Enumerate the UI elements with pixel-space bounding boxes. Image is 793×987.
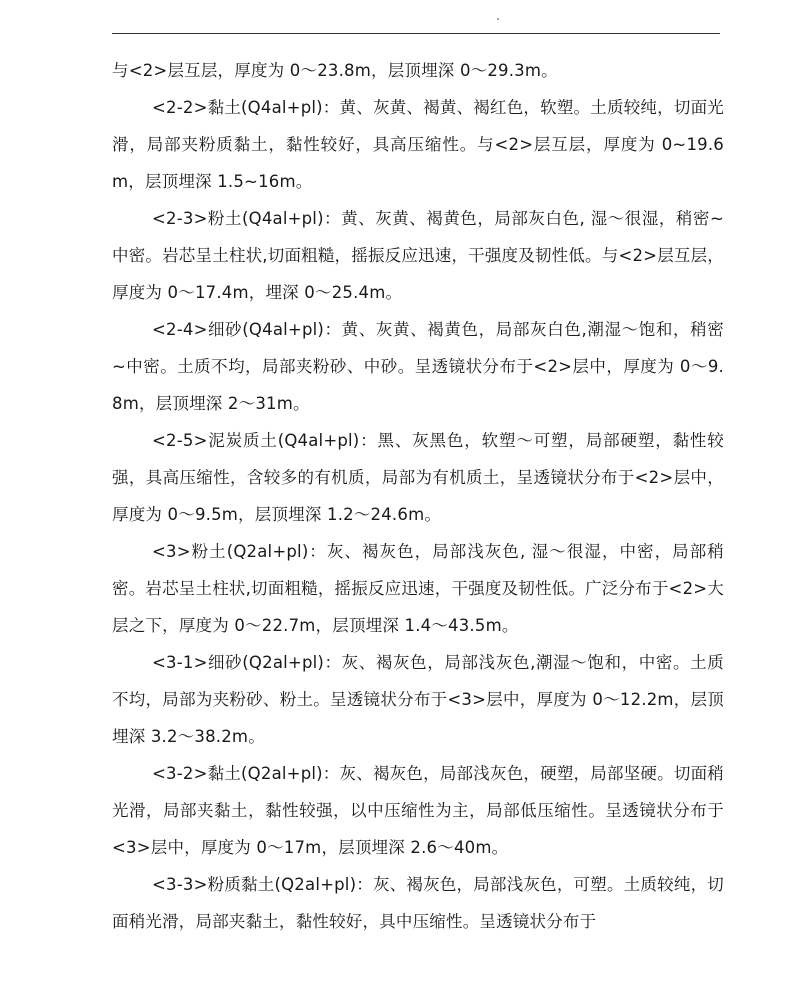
paragraph-3-2-clay: <3-2>黏土(Q2al+pl)：灰、褐灰色，局部浅灰色，硬塑，局部坚硬。切面稍光滑，局部夹黏土，黏性较强，以中压缩性为主，局部低压缩性。呈透镜状分布于<3>层中，厚度为 0～17m，层顶埋深 2.6～40m。 [112,764,724,857]
paragraph-2-3-silt: <2-3>粉土(Q4al+pl)：黄、灰黄、褐黄色，局部灰白色, 湿～很湿，稍密~中密。岩芯呈土柱状,切面粗糙，摇振反应迅速，干强度及韧性低。与<2>层互层，厚度为 0～17.4m，埋深 0～25.4m。 [112,209,724,302]
paragraph-2-4-fine-sand: <2-4>细砂(Q4al+pl)：黄、灰黄、褐黄色，局部灰白色,潮湿～饱和，稍密~中密。土质不均，局部夹粉砂、中砂。呈透镜状分布于<2>层中，厚度为 0～9.8m，层顶埋深 2～31m。 [112,320,724,413]
paragraph-2-5-peaty-soil: <2-5>泥炭质土(Q4al+pl)：黑、灰黑色，软塑～可塑，局部硬塑，黏性较强，具高压缩性，含较多的有机质，局部为有机质土，呈透镜状分布于<2>层中，厚度为 0～9.5m，层顶埋深 1.2～24.6m。 [112,431,724,524]
paragraph-continuation: 与<2>层互层，厚度为 0～23.8m，层顶埋深 0～29.3m。 [112,61,558,80]
paragraph-2-2-clay: <2-2>黏土(Q4al+pl)：黄、灰黄、褐黄、褐红色，软塑。土质较纯，切面光滑，局部夹粉质黏土，黏性较好，具高压缩性。与<2>层互层，厚度为 0~19.6m，层顶埋深 1.5~16m。 [112,98,724,191]
header-mark [497,18,499,20]
body-text [112,52,724,940]
paragraph-3-3-silty-clay: <3-3>粉质黏土(Q2al+pl)：灰、褐灰色，局部浅灰色，可塑。土质较纯，切面稍光滑，局部夹黏土，黏性较好，具中压缩性。呈透镜状分布于 [112,875,724,931]
paragraph-3-1-fine-sand: <3-1>细砂(Q2al+pl)：灰、褐灰色，局部浅灰色,潮湿～饱和，中密。土质不均，局部为夹粉砂、粉土。呈透镜状分布于<3>层中，厚度为 0～12.2m，层顶埋深 3.2～38.2m。 [112,653,724,746]
header-rule [112,33,720,34]
paragraph-3-silt: <3>粉土(Q2al+pl)：灰、褐灰色，局部浅灰色, 湿～很湿，中密，局部稍密。岩芯呈土柱状,切面粗糙，摇振反应迅速，干强度及韧性低。广泛分布于<2>大层之下，厚度为 0～22.7m，层顶埋深 1.4～43.5m。 [112,542,724,635]
